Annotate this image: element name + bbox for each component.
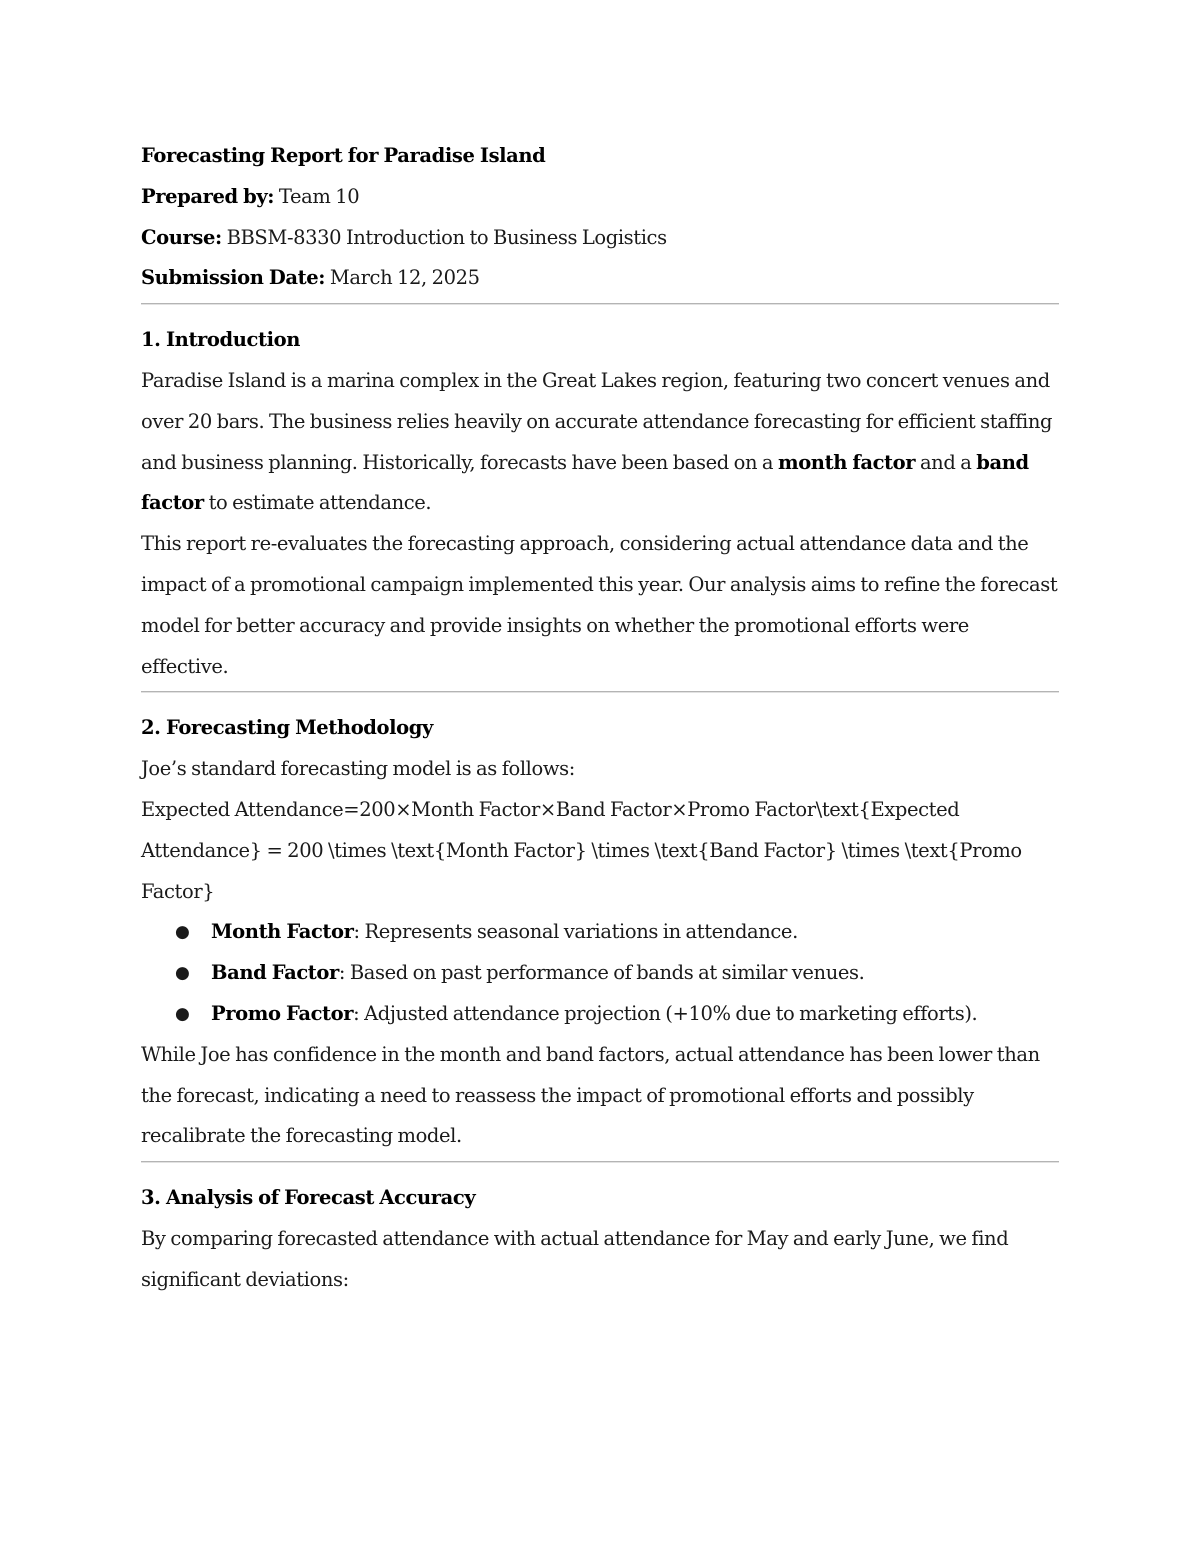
divider	[141, 1161, 1059, 1163]
analysis-lead: By comparing forecasted attendance with actual attendance for May and early June, we find significant deviations:	[141, 1226, 1009, 1291]
list-item: ● Promo Factor: Adjusted attendance projection (+10% due to marketing efforts).	[141, 994, 1059, 1035]
bullet-icon: ●	[175, 922, 190, 943]
section-heading-introduction: 1. Introduction	[141, 328, 301, 352]
section-heading-methodology: 2. Forecasting Methodology	[141, 716, 433, 740]
formula-text: Expected Attendance=200×Month Factor×Band Factor×Promo Factor\text{Expected Attendance} = 200 \times \text{Month Factor} \times \text{Band Factor} \times \text{Promo Factor}	[141, 797, 1022, 903]
list-item: ● Band Factor: Based on past performance of bands at similar venues.	[141, 953, 1059, 994]
divider	[141, 303, 1059, 305]
list-item: ● Month Factor: Represents seasonal variations in attendance.	[141, 912, 1059, 953]
methodology-lead: Joe’s standard forecasting model is as follows:	[141, 757, 575, 781]
document-page	[141, 136, 1059, 1301]
bullet-icon: ●	[175, 1003, 190, 1024]
methodology-closing: While Joe has confidence in the month and band factors, actual attendance has been lower than the forecast, indicating a need to reassess the impact of promotional efforts and possibly recalibrate the forecasting model.	[141, 1042, 1040, 1148]
section-heading-analysis: 3. Analysis of Forecast Accuracy	[141, 1186, 476, 1210]
intro-paragraph-1: Paradise Island is a marina complex in the Great Lakes region, featuring two concert venues and over 20 bars. The business relies heavily on accurate attendance forecasting for efficient staffing and business planning. Historically, forecasts have been based on a month factor and a band factor to estimate attendance.	[141, 368, 1053, 515]
prepared-by-line: Prepared by: Team 10	[141, 184, 360, 208]
report-title: Forecasting Report for Paradise Island	[141, 144, 546, 167]
course-line: Course: BBSM-8330 Introduction to Business Logistics	[141, 225, 667, 249]
bullet-icon: ●	[175, 963, 190, 984]
intro-paragraph-2: This report re-evaluates the forecasting approach, considering actual attendance data and the impact of a promotional campaign implemented this year. Our analysis aims to refine the forecast model for better accuracy and provide insights on whether the promotional efforts were effective.	[141, 532, 1058, 678]
submission-date-line: Submission Date: March 12, 2025	[141, 266, 480, 290]
factor-list	[141, 912, 1059, 1034]
divider	[141, 691, 1059, 693]
